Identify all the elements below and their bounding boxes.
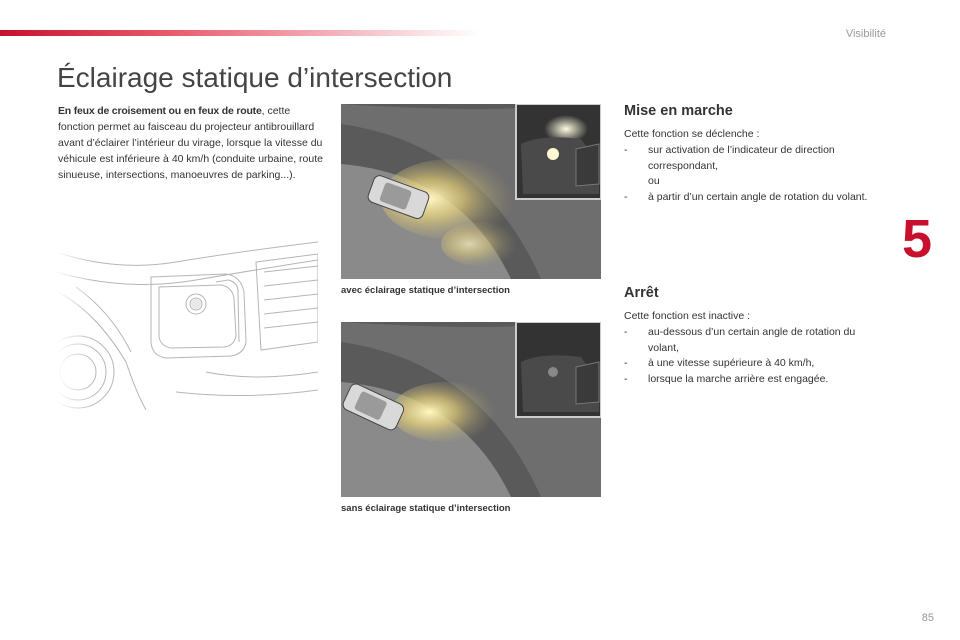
list-item — [624, 356, 884, 372]
list-dash: - — [624, 372, 628, 385]
figure-with-cornering-light — [341, 104, 601, 279]
car-front-illustration — [56, 232, 318, 410]
list-item-text: sur activation de l’indicateur de direction correspondant, — [648, 144, 835, 172]
intro-text: , cette fonction permet au faisceau du projecteur antibrouillard avant d’éclairer l’intérieur du virage, lorsque la vitesse du véhicule est inférieure à 40 km/h (conduite urbaine, route sinueuse, intersections, manoeuvres de parking...). — [58, 105, 323, 181]
stop-heading: Arrêt — [624, 285, 659, 301]
list-dash: - — [624, 357, 628, 369]
activation-list — [624, 143, 884, 205]
list-item-text: à partir d’un certain angle de rotation du volant. — [648, 190, 868, 203]
list-dash: - — [624, 144, 628, 156]
list-dash: - — [624, 326, 628, 338]
list-item — [624, 190, 884, 206]
chapter-number: 5 — [902, 209, 933, 269]
stop-intro: Cette fonction est inactive : — [624, 310, 751, 322]
figure-without-cornering-light — [341, 322, 601, 497]
list-dash: - — [624, 190, 628, 203]
stop-list — [624, 325, 884, 387]
header-accent-bar — [0, 30, 480, 36]
activation-intro: Cette fonction se déclenche : — [624, 128, 760, 140]
list-item-text: au-dessous d’un certain angle de rotation du volant, — [648, 326, 856, 354]
intro-bold-lead: En feux de croisement ou en feux de route — [58, 105, 262, 117]
list-item-text: à une vitesse supérieure à 40 km/h, — [648, 357, 815, 369]
list-item — [624, 372, 884, 388]
caption-with: avec éclairage statique d’intersection — [341, 285, 510, 296]
list-item — [624, 143, 884, 174]
list-item-text: lorsque la marche arrière est engagée. — [648, 372, 829, 385]
section-label: Visibilité — [845, 28, 886, 40]
page-number: 85 — [921, 612, 934, 624]
intro-paragraph — [58, 103, 323, 183]
page-title: Éclairage statique d’intersection — [57, 62, 453, 93]
list-item — [624, 325, 884, 356]
activation-heading: Mise en marche — [624, 103, 733, 119]
caption-without: sans éclairage statique d’intersection — [341, 503, 511, 514]
list-item-or: ou — [648, 175, 660, 187]
